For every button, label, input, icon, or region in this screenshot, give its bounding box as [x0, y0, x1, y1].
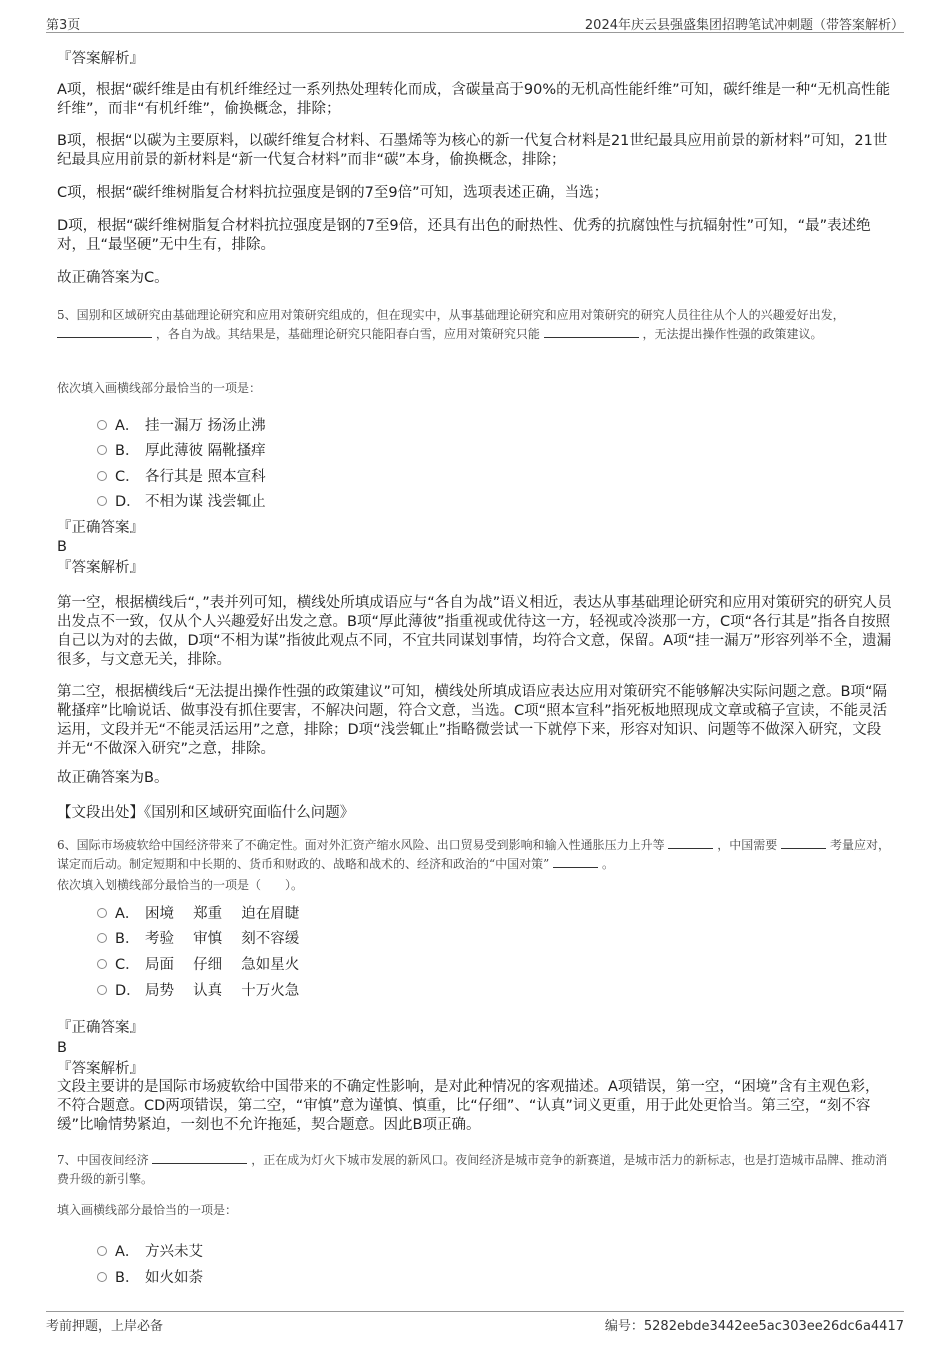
q5-stem — [57, 306, 892, 344]
q7-blank-1 — [152, 1151, 247, 1164]
q4-analysis-b: B项，根据“以碳为主要原料，以碳纤维复合材料、石墨烯等为核心的新一代复合材料是21世纪最具应用前景的新材料”可知，21世纪最具应用前景的新材料是“新一代复合材料”而非“碳”本身，偷换概念，排除； — [57, 133, 888, 168]
radio-icon[interactable] — [97, 985, 107, 995]
footer-slogan: 考前押题，上岸必备 — [46, 1319, 164, 1334]
q6-stem-part2: ，中国需要 — [717, 838, 778, 852]
q7-stem — [57, 1151, 892, 1189]
q5-analysis-title: 『答案解析』 — [57, 560, 144, 576]
footer-code-value: 5282ebde3442ee5ac303ee26dc6a4417 — [643, 1319, 904, 1334]
q5-analysis-p1: 第一空，根据横线后“，”表并列可知，横线处所填成语应与“各自为战”语义相近，表达从事基础理论研究和应用对策研究的研究人员出发点不一致，仅从个人兴趣爱好出发之意。B项“厚此薄彼”指重视或优待这一方，轻视或冷淡那一方，C项“各行其是”指各自按照自己以为对的去做，D项“不相为谋”指彼此观点不同，不宜共同谋划事情，均符合文意，保留。A项“挂一漏万”形容列举不全，遗漏很多，与文意无关，排除。 — [57, 595, 892, 668]
radio-icon[interactable] — [97, 496, 107, 506]
q6-stem — [57, 836, 892, 874]
footer-code — [605, 1315, 904, 1334]
q5-conclusion: 故正确答案为B。 — [57, 770, 169, 786]
radio-icon[interactable] — [97, 445, 107, 455]
q6-blank-3 — [553, 855, 598, 868]
page-header — [46, 12, 904, 33]
page-footer — [46, 1311, 904, 1334]
q6-blank-1 — [668, 836, 713, 849]
radio-icon[interactable] — [97, 471, 107, 481]
q5-correct-title: 『正确答案』 — [57, 520, 144, 536]
q5-blank-1 — [57, 325, 152, 338]
q5-correct-answer: B — [57, 539, 67, 555]
q6-stem-part3: 考量应对，谋定而后动。制定短期和中长期的、货币和财政的、战略和战术的、经济和政治的“中国对策” — [57, 838, 890, 871]
q4-analysis-title: 『答案解析』 — [57, 51, 144, 67]
q5-analysis-p2: 第二空，根据横线后“无法提出操作性强的政策建议”可知，横线处所填成语应表达应用对策研究不能够解决实际问题之意。B项“隔靴搔痒”比喻说话、做事没有抓住要害，不解决问题，符合文意，当选。C项“照本宣科”指死板地照现成文章或稿子宣读，不能灵活运用，文段并无“不能灵活运用”之意，排除；D项“浅尝辄止”指略微尝试一下就停下来，形容对知识、问题等不做深入研究，文段并无“不做深入研究”之意，排除。 — [57, 684, 888, 757]
q7-stem-part1: 7、中国夜间经济 — [57, 1153, 149, 1167]
q5-stem-part1: 5、国别和区域研究由基础理论研究和应用对策研究组成的，但在现实中，从事基础理论研究和应用对策研究的研究人员往往从个人的兴趣爱好出发， — [57, 308, 845, 322]
q6-analysis: 文段主要讲的是国际市场疲软给中国带来的不确定性影响，是对此种情况的客观描述。A项错误，第一空，“困境”含有主观色彩，不符合题意。CD两项错误，第二空，“审慎”意为谨慎、慎重，比“仔细”、“认真”词义更重，用于此处更恰当。第三空，“刻不容缓”比喻情势紧迫，一刻也不允许拖延，契合题意。因此B项正确。 — [57, 1079, 880, 1133]
q4-analysis-c: C项，根据“碳纤维树脂复合材料抗拉强度是钢的7至9倍”可知，选项表述正确，当选； — [57, 185, 609, 201]
q6-correct-answer: B — [57, 1040, 67, 1056]
document-title: 2024年庆云县强盛集团招聘笔试冲刺题（带答案解析） — [584, 18, 904, 33]
q4-analysis-d: D项，根据“碳纤维树脂复合材料抗拉强度是钢的7至9倍，还具有出色的耐热性、优秀的抗腐蚀性与抗辐射性”可知，“最”表述绝对，且“最坚硬”无中生有，排除。 — [57, 218, 871, 253]
q5-stem-part2: ，各自为战。其结果是，基础理论研究只能阳春白雪，应用对策研究只能 — [155, 327, 540, 341]
q7-stem-part2: ，正在成为灯火下城市发展的新风口。夜间经济是城市竞争的新赛道，是城市活力的新标志，也是打造城市品牌、推动消费升级的新引擎。 — [57, 1153, 888, 1186]
q5-prompt: 依次填入画横线部分最恰当的一项是： — [57, 381, 262, 395]
q4-conclusion: 故正确答案为C。 — [57, 270, 169, 286]
q4-analysis-a: A项，根据“碳纤维是由有机纤维经过一系列热处理转化而成，含碳量高于90%的无机高性能纤维”可知，碳纤维是一种“无机高性能纤维”，而非“有机纤维”，偷换概念，排除； — [57, 82, 891, 117]
page-number: 第3页 — [46, 18, 81, 33]
q6-correct-title: 『正确答案』 — [57, 1020, 144, 1036]
radio-icon[interactable] — [97, 908, 107, 918]
q7-prompt: 填入画横线部分最恰当的一项是： — [57, 1203, 238, 1217]
q5-blank-2 — [544, 325, 639, 338]
radio-icon[interactable] — [97, 959, 107, 969]
q6-prompt: 依次填入划横线部分最恰当的一项是（ ）。 — [57, 878, 304, 892]
q5-stem-part3: ，无法提出操作性强的政策建议。 — [642, 327, 823, 341]
radio-icon[interactable] — [97, 933, 107, 943]
radio-icon[interactable] — [97, 420, 107, 430]
q6-stem-part1: 6、国际市场疲软给中国经济带来了不确定性。面对外汇资产缩水风险、出口贸易受到影响和输入性通胀压力上升等 — [57, 838, 665, 852]
q6-stem-part4: 。 — [601, 857, 614, 871]
q6-blank-2 — [781, 836, 826, 849]
q6-analysis-title: 『答案解析』 — [57, 1061, 144, 1077]
q5-source: 【文段出处】《国别和区域研究面临什么问题》 — [57, 805, 355, 821]
radio-icon[interactable] — [97, 1272, 107, 1282]
radio-icon[interactable] — [97, 1246, 107, 1256]
footer-code-label: 编号： — [604, 1319, 644, 1334]
